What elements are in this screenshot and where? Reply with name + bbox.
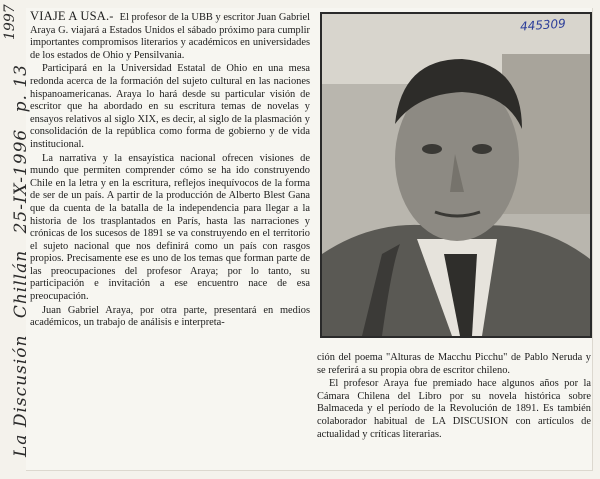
author-photo [320, 12, 592, 338]
article-column-right [317, 352, 591, 442]
continuation-paragraph: El profesor Araya fue premiado hace algunos años por la Cámara Chilena del Libro por su novela histórica sobre Balmaceda y el período de la Revolución de 1891. Es también colaborador habitual de LA DISCUSION con artículos de actualidad y críticas literarias. [317, 378, 591, 440]
continuation-paragraph: ción del poema "Alturas de Macchu Picchu" de Pablo Neruda y se referirá a su propia obra de escritor chileno. [317, 352, 591, 376]
article-headline: VIAJE A USA.- [30, 9, 114, 23]
margin-year-note: 1997 [2, 4, 18, 40]
lead-text: El profesor de la UBB y escritor Juan Gabriel Araya G. viajará a Estados Unidos el sábado próximo para cumplir importantes compromisos literarios y académicos en universidades de los estados de Ohio y Pensilvania. [30, 12, 310, 61]
margin-city: Chillán [11, 249, 31, 319]
portrait-illustration [322, 14, 590, 336]
margin-date: 25-IX-1996 [11, 128, 31, 234]
body-paragraph: Participará en la Universidad Estatal de Ohio en una mesa redonda acerca de la formación del sujeto cultural en las naciones hispanoamericanas. Araya lo hará desde su particular visión de escritor que ha abordado en su escritura temas de novelas y ensayos relativos al siglo XIX, es decir, al siglo de la plasmación y consolidación de la república como forma de gobierno y de vida institucional. [30, 63, 310, 150]
lead-paragraph [30, 10, 310, 62]
body-paragraph: La narrativa y la ensayística nacional ofrecen visiones de mundo que permiten comprender cómo se ha ido construyendo Chile en la letra y en la escritura, reflejos inequívocos de la forma de ser de un país. A partir de la producción de Alberto Blest Gana que da cuenta de la batalla de la independencia para llegar a la historia de los trasplantados en París, hasta las narraciones y crónicas de los sucesos de 1891 se va construyendo en el territorio el sujeto nacional que nos definirá como un país con rasgos propios. Precisamente ese es uno de los temas que forman parte de las preocupaciones del profesor Araya; por lo tanto, su participación e invitación a ese encuentro nace de esa preocupación. [30, 152, 310, 303]
article-column-left [30, 10, 310, 331]
margin-source: La Discusión [11, 334, 31, 457]
body-paragraph: Juan Gabriel Araya, por otra parte, presentará en medios académicos, un trabajo de análisis e interpreta- [30, 304, 310, 329]
margin-page: p. 13 [11, 64, 31, 113]
archive-number: 445309 [519, 16, 567, 34]
